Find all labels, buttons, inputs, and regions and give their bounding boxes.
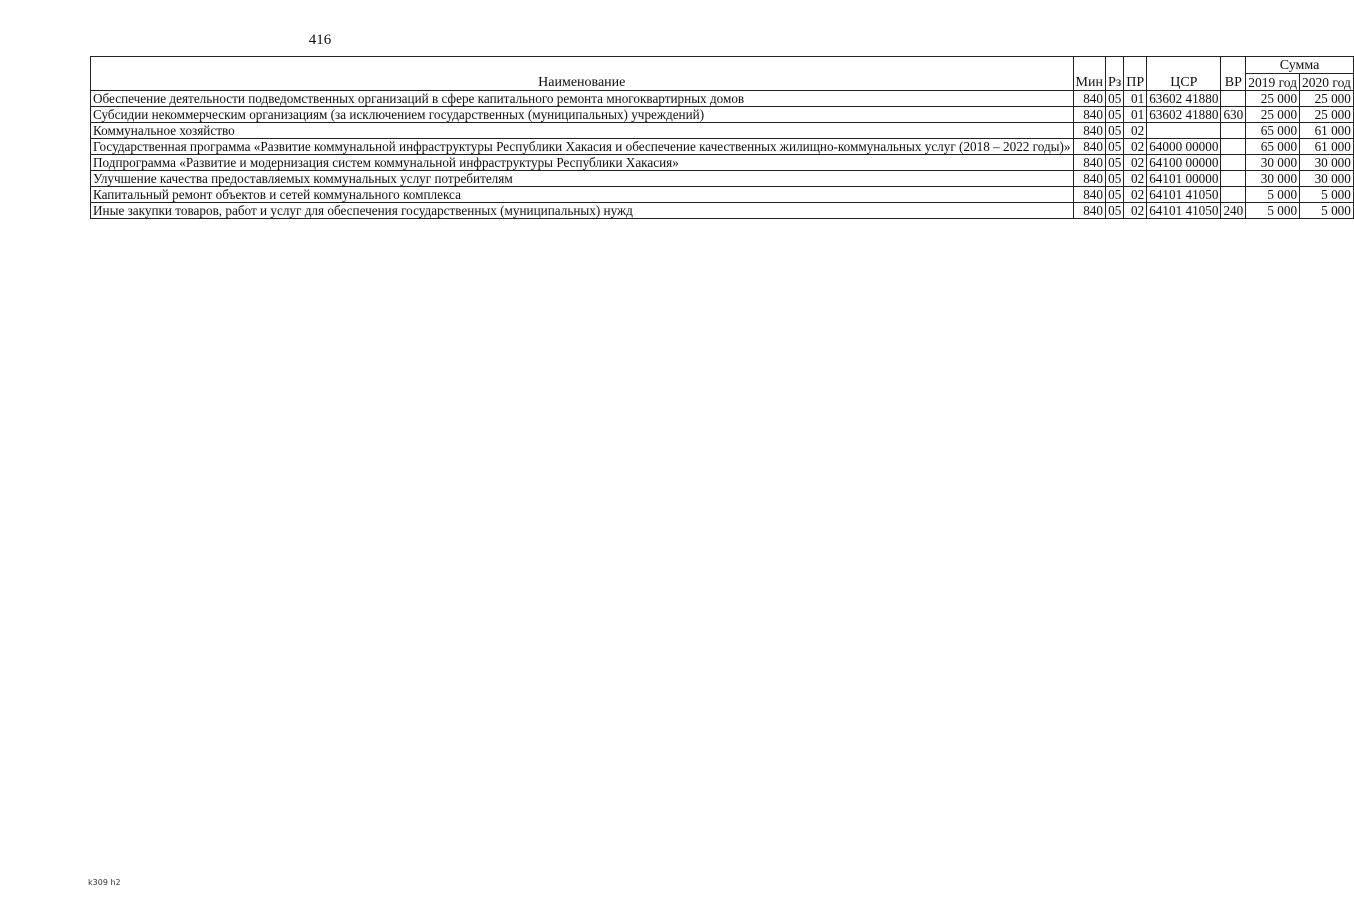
- table-row: [91, 139, 1354, 155]
- table-row: [91, 155, 1354, 171]
- row-csr: 63602 41880: [1147, 107, 1221, 123]
- row-min: 840: [1073, 155, 1105, 171]
- row-sum-2020: 25 000: [1300, 107, 1354, 123]
- row-csr: 64101 41050: [1147, 187, 1221, 203]
- row-vr: 240: [1221, 203, 1246, 219]
- header-name: Наименование: [91, 57, 1074, 91]
- row-min: 840: [1073, 123, 1105, 139]
- row-name: Подпрограмма «Развитие и модернизация систем коммунальной инфраструктуры Республики Хакасия»: [91, 155, 1074, 171]
- row-rz: 05: [1105, 107, 1123, 123]
- row-sum-2020: 61 000: [1300, 139, 1354, 155]
- header-min: Мин: [1073, 57, 1105, 91]
- row-rz: 05: [1105, 203, 1123, 219]
- row-sum-2020: 61 000: [1300, 123, 1354, 139]
- row-vr: 630: [1221, 107, 1246, 123]
- header-year-2020: 2020 год: [1300, 74, 1354, 91]
- row-min: 840: [1073, 187, 1105, 203]
- row-name: Субсидии некоммерческим организациям (за исключением государственных (муниципальных) учреждений): [91, 107, 1074, 123]
- row-min: 840: [1073, 107, 1105, 123]
- table-row: [91, 203, 1354, 219]
- row-vr: [1221, 123, 1246, 139]
- row-rz: 05: [1105, 139, 1123, 155]
- row-sum-2020: 5 000: [1300, 203, 1354, 219]
- row-sum-2019: 25 000: [1246, 107, 1300, 123]
- row-name: Иные закупки товаров, работ и услуг для обеспечения государственных (муниципальных) нужд: [91, 203, 1074, 219]
- row-pr: 02: [1124, 187, 1147, 203]
- footer-code: k309 h2: [88, 878, 121, 887]
- row-vr: [1221, 155, 1246, 171]
- page-number: 416: [308, 32, 332, 48]
- row-sum-2019: 65 000: [1246, 139, 1300, 155]
- row-vr: [1221, 91, 1246, 107]
- row-sum-2019: 30 000: [1246, 155, 1300, 171]
- row-csr: [1147, 123, 1221, 139]
- row-csr: 64000 00000: [1147, 139, 1221, 155]
- row-rz: 05: [1105, 155, 1123, 171]
- header-vr: ВР: [1221, 57, 1246, 91]
- table-row: [91, 171, 1354, 187]
- row-pr: 02: [1124, 123, 1147, 139]
- row-csr: 64100 00000: [1147, 155, 1221, 171]
- header-year-2019: 2019 год: [1246, 74, 1300, 91]
- row-sum-2019: 25 000: [1246, 91, 1300, 107]
- row-name: Капитальный ремонт объектов и сетей коммунального комплекса: [91, 187, 1074, 203]
- row-name: Государственная программа «Развитие коммунальной инфраструктуры Республики Хакасия и обеспечение качественных жилищно-коммунальных услуг (2018 – 2022 годы)»: [91, 139, 1074, 155]
- row-pr: 02: [1124, 203, 1147, 219]
- row-sum-2019: 65 000: [1246, 123, 1300, 139]
- header-rz: Рз: [1105, 57, 1123, 91]
- row-pr: 01: [1124, 107, 1147, 123]
- row-rz: 05: [1105, 123, 1123, 139]
- row-name: Коммунальное хозяйство: [91, 123, 1074, 139]
- table-row: [91, 91, 1354, 107]
- row-pr: 01: [1124, 91, 1147, 107]
- row-sum-2020: 5 000: [1300, 187, 1354, 203]
- table-row: [91, 107, 1354, 123]
- header-pr: ПР: [1124, 57, 1147, 91]
- header-csr: ЦСР: [1147, 57, 1221, 91]
- row-min: 840: [1073, 203, 1105, 219]
- row-sum-2020: 30 000: [1300, 155, 1354, 171]
- row-csr: 63602 41880: [1147, 91, 1221, 107]
- budget-table: [90, 56, 1354, 219]
- row-name: Обеспечение деятельности подведомственных организаций в сфере капитального ремонта многоквартирных домов: [91, 91, 1074, 107]
- row-vr: [1221, 139, 1246, 155]
- row-sum-2019: 5 000: [1246, 187, 1300, 203]
- row-rz: 05: [1105, 91, 1123, 107]
- row-rz: 05: [1105, 171, 1123, 187]
- row-sum-2020: 25 000: [1300, 91, 1354, 107]
- row-min: 840: [1073, 171, 1105, 187]
- row-csr: 64101 41050: [1147, 203, 1221, 219]
- table-row: [91, 187, 1354, 203]
- row-min: 840: [1073, 91, 1105, 107]
- table-row: [91, 123, 1354, 139]
- row-sum-2019: 5 000: [1246, 203, 1300, 219]
- row-min: 840: [1073, 139, 1105, 155]
- row-rz: 05: [1105, 187, 1123, 203]
- row-vr: [1221, 187, 1246, 203]
- row-vr: [1221, 171, 1246, 187]
- row-sum-2020: 30 000: [1300, 171, 1354, 187]
- row-pr: 02: [1124, 155, 1147, 171]
- row-name: Улучшение качества предоставляемых коммунальных услуг потребителям: [91, 171, 1074, 187]
- header-sum: Сумма: [1246, 57, 1354, 74]
- row-pr: 02: [1124, 139, 1147, 155]
- row-csr: 64101 00000: [1147, 171, 1221, 187]
- row-sum-2019: 30 000: [1246, 171, 1300, 187]
- row-pr: 02: [1124, 171, 1147, 187]
